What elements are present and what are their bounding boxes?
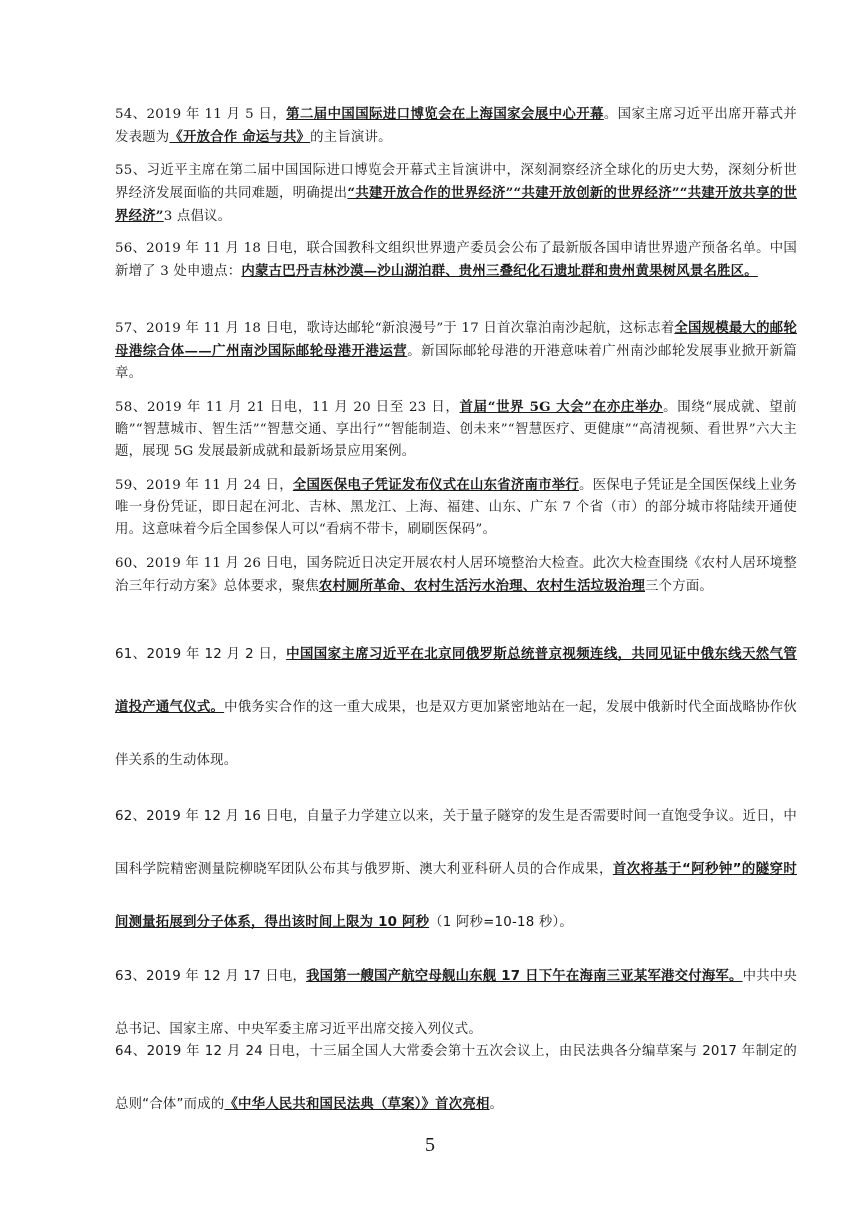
news-item-55 xyxy=(115,160,797,228)
item-text: 64、2019 年 12 月 24 日电，十三届全国人大常委会第十五次会议上，由民法典各分编草案与 2017 年制定的总则“合体”而成的 xyxy=(115,1044,797,1112)
item-text: 54、2019 年 11 月 5 日， xyxy=(115,107,287,122)
item-highlight: 《中华人民共和国民法典（草案）》首次亮相 xyxy=(224,1097,490,1112)
item-text: 59、2019 年 11 月 24 日， xyxy=(115,478,293,493)
item-text: 中共中央总书记、国家主席、中央军委主席习近平出席交接入列仪式。 xyxy=(115,969,797,1037)
item-highlight: 首次将基于“阿秒钟”的隧穿时间测量拓展到分子体系，得出该时间上限为 10 阿秒 xyxy=(115,862,797,930)
item-text: 3 点倡议。 xyxy=(163,209,232,224)
news-item-60 xyxy=(115,553,797,598)
item-text: 58、2019 年 11 月 21 日电，11 月 20 日至 23 日， xyxy=(115,400,460,415)
item-text: 62、2019 年 12 月 16 日电，自量子力学建立以来，关于量子隧穿的发生是否需要时间一直饱受争议。近日，中国科学院精密测量院柳晓军团队公布其与俄罗斯、澳大利亚科研人员的合作成果， xyxy=(115,809,797,877)
news-item-59 xyxy=(115,474,797,541)
item-highlight: 全国规模最大的邮轮母港综合体——广州南沙国际邮轮母港开港运营 xyxy=(115,320,797,359)
item-text: 。医保电子凭证是全国医保线上业务唯一身份凭证，即日起在河北、吉林、黑龙江、上海、福建、山东、广东 7 个省（市）的部分城市将陆续开通使用。这意味着今后全国参保人可以“看病不带卡，刷刷医保码”。 xyxy=(115,478,798,537)
item-highlight: 首届“世界 5G 大会”在亦庄举办 xyxy=(459,399,664,415)
item-text: 。新国际邮轮母港的开港意味着广州南沙邮轮发展事业掀开新篇章。 xyxy=(115,344,797,381)
item-highlight: “共建开放合作的世界经济”“共建开放创新的世界经济”“共建开放共享的世界经济” xyxy=(115,185,797,224)
item-highlight: 我国第一艘国产航空母舰山东舰 17 日下午在海南三亚某军港交付海军。 xyxy=(306,969,743,984)
item-text: 55、习近平主席在第二届中国国际进口博览会开幕式主旨演讲中，深刻洞察经济全球化的历史大势，深刻分析世界经济发展面临的共同难题，明确提出 xyxy=(115,163,797,201)
item-text: （1 阿秒=10-18 秒）。 xyxy=(429,915,573,930)
item-highlight: 全国医保电子凭证发布仪式在山东省济南市举行 xyxy=(292,477,580,493)
news-item-62 xyxy=(115,790,797,949)
item-text: 的主旨演讲。 xyxy=(310,130,392,145)
item-text: 61、2019 年 12 月 2 日， xyxy=(115,647,287,662)
page-number: 5 xyxy=(425,1134,435,1156)
item-text: 60、2019 年 11 月 26 日电，国务院近日决定开展农村人居环境整治大检查。此次大检查围绕《农村人居环境整治三年行动方案》总体要求，聚焦 xyxy=(115,556,797,594)
item-text: 中俄务实合作的这一重大成果，也是双方更加紧密地站在一起，发展中俄新时代全面战略协作伙伴关系的生动体现。 xyxy=(115,700,797,768)
item-text: 56、2019 年 11 月 18 日电，联合国教科文组织世界遗产委员会公布了最新版各国申请世界遗产预备名单。中国新增了 3 处申遗点： xyxy=(115,241,797,279)
item-highlight: 《开放合作 命运与共》 xyxy=(169,129,311,145)
news-item-54 xyxy=(115,103,797,149)
item-text: 。 xyxy=(489,1097,504,1112)
news-item-57 xyxy=(115,317,797,385)
item-highlight: 中国国家主席习近平在北京同俄罗斯总统普京视频连线，共同见证中俄东线天然气管道投产通气仪式。 xyxy=(115,647,797,715)
item-text: 三个方面。 xyxy=(645,579,713,594)
item-text: 。国家主席习近平出席开幕式并发表题为 xyxy=(115,107,797,145)
item-highlight: 内蒙古巴丹吉林沙漠—沙山湖泊群、贵州三叠纪化石遗址群和贵州黄果树风景名胜区。 xyxy=(241,263,758,279)
news-item-64 xyxy=(115,1025,797,1131)
item-text: 。围绕“展成就、望前瞻”“智慧城市、智生活”“智慧交通、享出行”“智能制造、创未来”“智慧医疗、更健康”“高清视频、看世界”六大主题，展现 5G 发展最新成就和最新场景应用案例。 xyxy=(115,400,797,459)
item-highlight: 第二届中国国际进口博览会在上海国家会展中心开幕 xyxy=(286,106,604,122)
item-text: 57、2019 年 11 月 18 日电，歌诗达邮轮“新浪漫号”于 17 日首次靠泊南沙起航，这标志着 xyxy=(115,321,675,336)
news-item-61 xyxy=(115,628,797,787)
news-item-56 xyxy=(115,238,797,283)
news-item-58 xyxy=(115,396,797,463)
item-text: 63、2019 年 12 月 17 日电， xyxy=(115,969,307,984)
item-highlight: 农村厕所革命、农村生活污水治理、农村生活垃圾治理 xyxy=(318,578,646,594)
